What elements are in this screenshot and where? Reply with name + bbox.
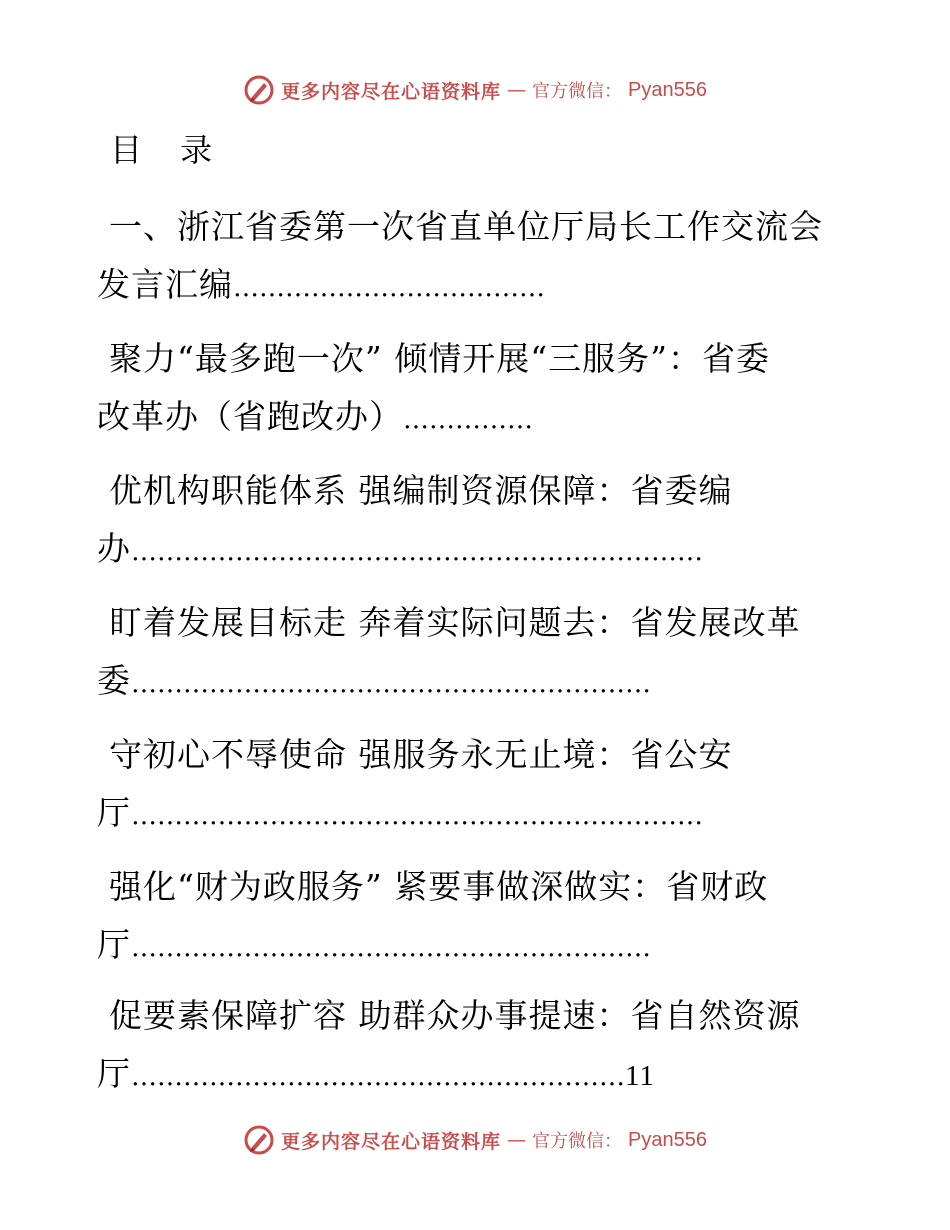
toc-entry-2 (97, 330, 857, 449)
toc-entry-text: 厅 (97, 1054, 131, 1093)
footer-watermark (0, 1120, 950, 1160)
toc-entry-text: 办 (97, 529, 131, 568)
toc-entry-7 (97, 987, 857, 1106)
toc-leader-dots: ……………………………… (233, 273, 545, 303)
watermark-brand: 更多内容尽在心语资料库 (281, 1130, 502, 1153)
toc-entry-6 (97, 858, 857, 977)
watermark-official-label: 官方微信： (532, 1131, 623, 1152)
watermark-wechat-id: Pyan556 (628, 78, 707, 101)
toc-leader-dots: ………………………………………………… (131, 1062, 625, 1092)
toc-entry-line1: 促要素保障扩容 助群众办事提速：省自然资源 (109, 996, 801, 1035)
toc-entry-text: 改革办（省跑改办） (97, 397, 403, 436)
toc-entry-3 (97, 462, 857, 581)
pen-logo-icon (243, 1124, 275, 1156)
toc-entry-line2 (97, 916, 857, 977)
watermark-separator: — (507, 79, 527, 101)
toc-entry-line2 (97, 256, 857, 317)
toc-entry-text: 厅 (97, 793, 131, 832)
toc-entry-line1: 优机构职能体系 强编制资源保障：省委编 (109, 471, 733, 510)
toc-leader-dots: ………………………………………………………… (131, 801, 703, 831)
toc-entry-line1: 守初心不辱使命 强服务永无止境：省公安 (109, 735, 733, 774)
toc-entry-line2 (97, 652, 857, 713)
toc-entry-line2 (97, 784, 857, 845)
toc-entry-text: 发言汇编 (97, 265, 233, 304)
toc-leader-dots: …………………………………………………… (131, 933, 651, 963)
toc-leader-dots: ………………………………………………………… (131, 537, 703, 567)
toc-page-number: 11 (625, 1060, 655, 1092)
toc-entry-line2 (97, 388, 857, 449)
watermark-brand: 更多内容尽在心语资料库 (281, 80, 502, 103)
toc-entry-4 (97, 594, 857, 713)
toc-entry-line2 (97, 520, 857, 581)
watermark-separator: — (507, 1129, 527, 1151)
toc-entry-1 (97, 198, 857, 317)
toc-entry-text: 委 (97, 661, 131, 700)
pen-logo-icon (243, 74, 275, 106)
toc-title: 目 录 (110, 131, 227, 169)
toc-leader-dots: …………… (403, 405, 533, 435)
watermark-wechat-id: Pyan556 (628, 1128, 707, 1151)
toc-leader-dots: …………………………………………………… (131, 669, 651, 699)
toc-entry-text: 厅 (97, 925, 131, 964)
toc-entry-line1: 盯着发展目标走 奔着实际问题去：省发展改革 (109, 603, 801, 642)
toc-entry-line1: 一、浙江省委第一次省直单位厅局长工作交流会 (109, 207, 823, 246)
toc-entry-line2 (97, 1045, 857, 1106)
toc-entry-line1: 聚力“最多跑一次” 倾情开展“三服务”：省委 (109, 339, 770, 378)
toc-entry-5 (97, 726, 857, 845)
watermark-official-label: 官方微信： (532, 81, 623, 102)
toc-entry-line1: 强化“财为政服务” 紧要事做深做实：省财政 (109, 867, 769, 906)
header-watermark (0, 70, 950, 110)
